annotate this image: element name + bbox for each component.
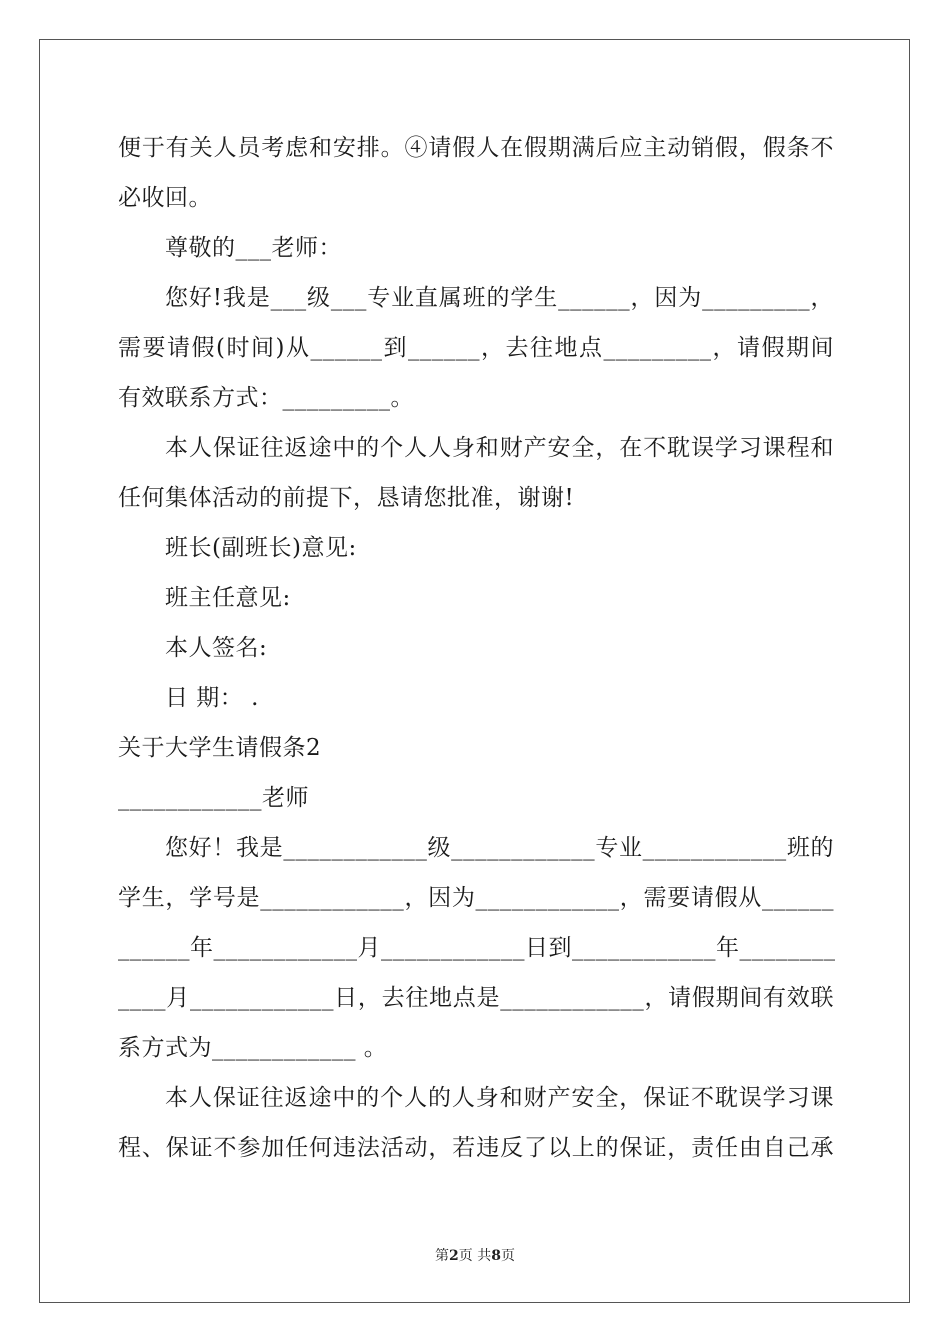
text-line: 便于有关人员考虑和安排。④请假人在假期满后应主动销假，假条不	[118, 135, 834, 161]
text-line: 必收回。	[118, 185, 212, 211]
text-line: ____月____________日，去往地点是____________，请假期间有效联	[118, 985, 834, 1011]
salutation: ____________老师	[118, 785, 309, 811]
head-teacher-opinion: 班主任意见:	[165, 585, 291, 611]
text-line: ______年____________月____________日到____________年________	[118, 935, 836, 961]
salutation: 尊敬的___老师：	[165, 235, 342, 261]
page-frame	[39, 39, 910, 1303]
footer-prefix: 第	[435, 1248, 450, 1264]
text-line: 学生，学号是____________，因为____________，需要请假从______	[118, 885, 834, 911]
section-title: 关于大学生请假条2	[118, 735, 322, 761]
text-line: 任何集体活动的前提下，恳请您批准，谢谢!	[118, 485, 575, 511]
footer-suffix: 页	[500, 1248, 515, 1264]
signature-line: 本人签名:	[165, 635, 268, 661]
text-line: 您好!我是___级___专业直属班的学生______，因为_________，	[165, 285, 834, 311]
text-line: 系方式为____________ 。	[118, 1035, 388, 1061]
current-page-number: 2	[449, 1248, 459, 1264]
total-page-count: 8	[491, 1248, 501, 1264]
page-footer	[0, 1247, 950, 1265]
text-line: 本人保证往返途中的个人的人身和财产安全，保证不耽误学习课	[165, 1085, 834, 1111]
text-line: 程、保证不参加任何违法活动，若违反了以上的保证，责任由自己承	[118, 1135, 834, 1161]
text-line: 本人保证往返途中的个人人身和财产安全，在不耽误学习课程和	[165, 435, 834, 461]
text-line: 需要请假(时间)从______到______，去往地点_________，请假期间	[118, 335, 834, 361]
footer-mid: 页 共	[458, 1248, 492, 1264]
date-line: 日 期： .	[165, 685, 259, 711]
monitor-opinion: 班长(副班长)意见:	[165, 535, 357, 561]
text-line: 有效联系方式：_________。	[118, 385, 414, 411]
text-line: 您好！我是____________级____________专业____________班的	[165, 835, 834, 861]
